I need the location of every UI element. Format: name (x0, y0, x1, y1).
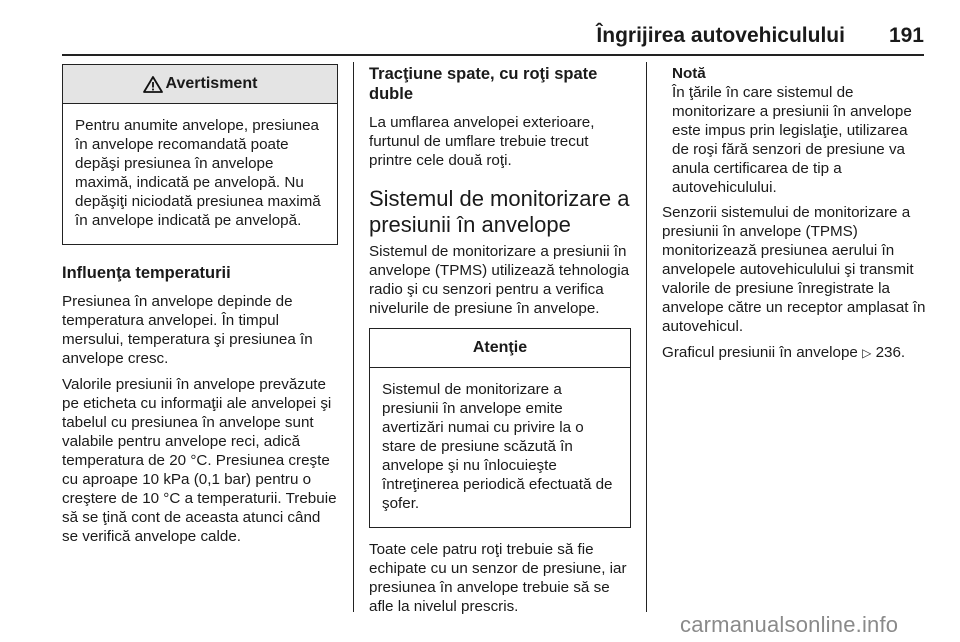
column-divider-1 (353, 62, 354, 612)
page-header (0, 24, 924, 52)
column-2 (369, 64, 631, 616)
graph-reference-link[interactable]: 236. (875, 344, 906, 361)
caution-text: Sistemul de monitorizare a presiunii în anvelope emite avertizări numai cu privire la o stare de presiune scăzută în anvelope şi nu înlocuieşte întreţinerea periodică efectuată de şofer. (382, 381, 613, 512)
graph-text: Graficul presiunii în anvelope (662, 344, 858, 361)
page-title: Îngrijirea autovehiculului (596, 24, 845, 47)
paragraph-tpms: Sistemul de monitorizare a presiunii în anvelope (TPMS) utilizează tehnologia radio şi cu senzori pentru a verifica nivelurile de presiune în anvelope. (369, 243, 630, 317)
paragraph-wheels: Toate cele patru roţi trebuie să fie echipate cu un senzor de presiune, iar presiunea în anvelope trebuie să se afle la nivelul prescris. (369, 541, 627, 615)
page-reference-arrow-icon: ▷ (862, 346, 872, 360)
warning-icon (143, 76, 163, 93)
page-number: 191 (888, 24, 924, 47)
column-divider-2 (646, 62, 647, 612)
heading-rear-drive: Tracţiune spate, cu roţi spate duble (369, 65, 598, 103)
paragraph-temperature-2: Valorile presiunii în anvelope prevăzute pe eticheta cu informaţii ale anvelopei şi tabelul cu presiunea în anvelope sunt valabile pentru anvelope reci, adică temperatura de 20 °C. Presiunea creşte cu aproape 10 kPa (0,1 bar) pentru o creştere de 10 °C a temperaturii. Trebuie să se ţină cont de aceasta atunci când se verifică anvelope calde. (62, 376, 337, 545)
warning-box (62, 64, 338, 245)
note-title: Notă (672, 65, 706, 82)
watermark: carmanualsonline.info (680, 612, 899, 637)
caution-box (369, 328, 631, 528)
caution-box-header (370, 329, 630, 368)
warning-box-header (63, 65, 337, 104)
heading-temperature: Influenţa temperaturii (62, 264, 231, 282)
warning-title: Avertisment (165, 75, 258, 92)
paragraph-sensors: Senzorii sistemului de monitorizare a presiunii în anvelope (TPMS) monitorizează presiunea aerului în anvelopele autovehiculului şi transmit valorile de presiune înregistrate la anvelope către un receptor amplasat în autovehicul. (662, 204, 926, 335)
column-3 (662, 64, 926, 363)
caution-title: Atenţie (472, 339, 528, 356)
heading-tpms: Sistemul de monitorizare a presiunii în anvelope (369, 186, 630, 237)
paragraph-temperature-1: Presiunea în anvelope depinde de temperatura anvelopei. În timpul mersului, temperatura şi presiunea în anvelope cresc. (62, 293, 313, 367)
note-text: În ţările în care sistemul de monitorizare a presiunii în anvelope este impus prin legislaţie, utilizarea de roşi fără senzori de presiune va anula certificarea de tip a autovehiculului. (672, 84, 912, 196)
paragraph-rear-drive: La umflarea anvelopei exterioare, furtunul de umflare trebuie trecut printre cele două roţi. (369, 114, 595, 169)
warning-text: Pentru anumite anvelope, presiunea în anvelope recomandată poate depăşi presiunea în anvelope maximă, indicată pe anvelopă. Nu depăşiţi niciodată presiunea maximă în anvelope indicată pe anvelopă. (75, 117, 321, 229)
header-rule (62, 54, 924, 56)
column-1 (62, 64, 338, 546)
paragraph-graph (662, 343, 926, 363)
